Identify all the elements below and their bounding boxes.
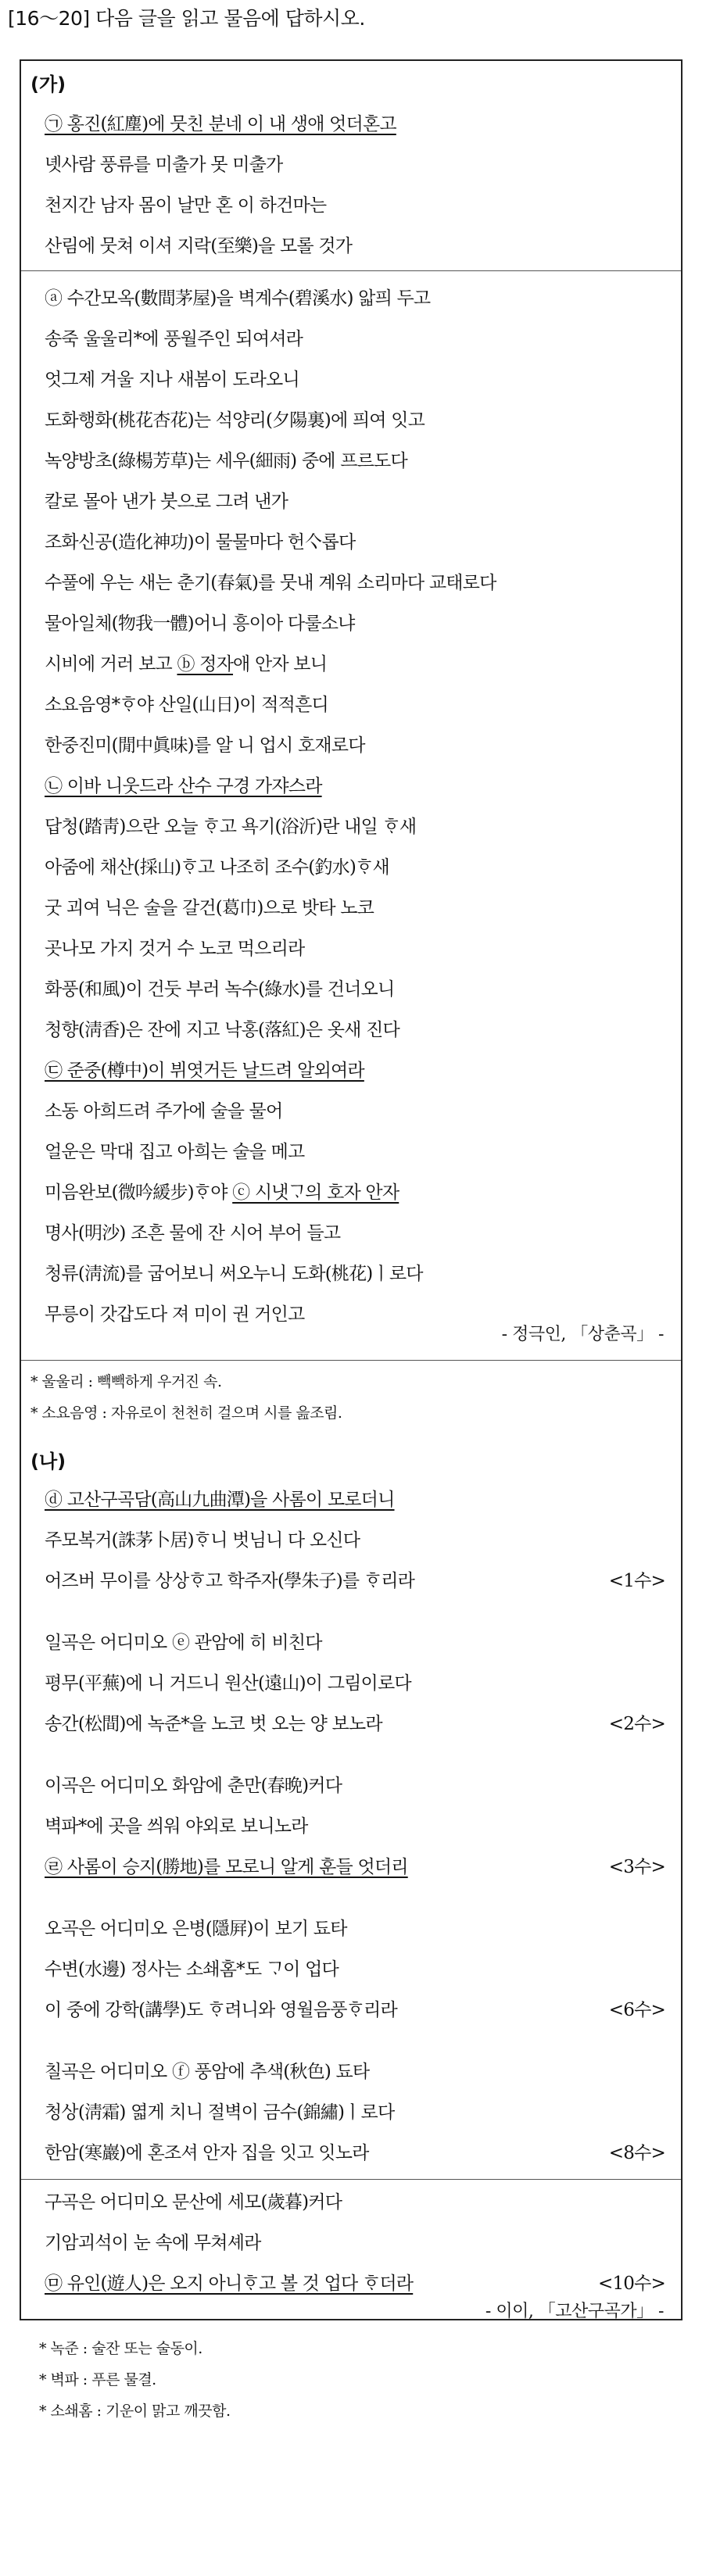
ga-stanza-2	[45, 278, 665, 1335]
poem-line	[45, 2133, 665, 2174]
poem-line: 산림에 뭇쳐 이셔 지락(至樂)을 모롤 것가	[45, 236, 353, 256]
poem-line: 답청(踏靑)으란 오늘 ᄒᆞ고 욕기(浴沂)란 내일 ᄒᆞ새	[45, 817, 417, 837]
poem-line	[45, 1847, 665, 1887]
poem-line: 한중진미(閒中眞味)를 알 니 업시 호재로다	[45, 735, 365, 756]
poem-line: 녹양방초(綠楊芳草)는 세우(細雨) 중에 프르도다	[45, 451, 407, 471]
stanza-number: <2수>	[608, 1714, 665, 1734]
passage-box	[20, 59, 683, 2320]
poem-line: 명사(明沙) 조흔 물에 잔 시어 부어 들고	[45, 1223, 341, 1243]
poem-line: 무릉이 갓갑도다 져 미이 권 거인고	[45, 1304, 305, 1325]
stanza-number: <6수>	[608, 2000, 665, 2020]
na-stanza-6	[45, 1909, 665, 2030]
poem-line: 평무(平蕪)에 니 거드니 원산(遠山)이 그림이로다	[45, 1673, 411, 1694]
poem-line	[45, 1561, 665, 1601]
stanza-number: <3수>	[608, 1857, 665, 1877]
poem-text: 시비에 거러 보고	[45, 654, 172, 674]
poem-line	[45, 644, 665, 685]
footnote: * 소요음영 : 자유로이 천천히 걸으며 시를 읊조림.	[30, 1404, 342, 1422]
stanza-number: <1수>	[608, 1571, 665, 1591]
na-stanza-8	[45, 2052, 665, 2174]
poem-line: 굿 괴여 닉은 술을 갈건(葛巾)으로 밧타 노코	[45, 898, 374, 918]
poem-line: ㉡ 이바 니웃드라 산수 구경 가쟈스라	[45, 776, 322, 796]
poem-line: 수변(水邊) 정사는 소쇄홈*도 ᄀᆞ이 업다	[45, 1959, 339, 1980]
poem-line: 일곡은 어디미오 ⓔ 관암에 히 비친다	[45, 1633, 322, 1653]
poem-line	[45, 1704, 665, 1744]
poem-text: 송간(松間)에 녹준*을 노코 벗 오는 양 보노라	[45, 1714, 382, 1734]
poem-line: 물아일체(物我一體)어니 흥이아 다룰소냐	[45, 614, 355, 634]
poem-line: 청상(淸霜) 엷게 치니 절벽이 금수(錦繡)ㅣ로다	[45, 2102, 395, 2123]
poem-line: 수풀에 우는 새는 춘기(春氣)를 뭇내 계워 소리마다 교태로다	[45, 573, 496, 593]
na-stanza-1	[45, 1479, 665, 1601]
na-stanza-2	[45, 1623, 665, 1744]
section-label-na: (나)	[30, 1451, 66, 1472]
divider	[21, 270, 681, 271]
poem-text: 미음완보(微吟緩步)ᄒᆞ야	[45, 1182, 228, 1203]
poem-line: 엇그제 겨울 지나 새봄이 도라오니	[45, 370, 299, 390]
poem-line: ㉠ 홍진(紅塵)에 뭇친 분네 이 내 생애 엇더혼고	[45, 114, 396, 134]
ga-stanza-1	[45, 104, 665, 267]
poem-text: ㉤ 유인(遊人)은 오지 아니ᄒᆞ고 볼 것 업다 ᄒᆞ더라	[45, 2274, 414, 2294]
poem-line: 이곡은 어디미오 화암에 춘만(春晩)커다	[45, 1776, 342, 1796]
poem-line: 구곡은 어디미오 문산에 세모(歲暮)커다	[45, 2192, 342, 2213]
poem-line: 송죽 울울리*에 풍월주인 되여셔라	[45, 329, 303, 349]
poem-line: 얼운은 막대 집고 아희는 술을 메고	[45, 1142, 305, 1162]
divider	[21, 2179, 681, 2180]
poem-text: 애 안자 보니	[233, 654, 328, 674]
footnotes-na	[39, 2333, 231, 2427]
poem-line: 녯사람 풍류를 미출가 못 미출가	[45, 155, 283, 175]
poem-line: ⓐ 수간모옥(數間茅屋)을 벽계수(碧溪水) 앏픠 두고	[45, 288, 431, 309]
poem-line	[45, 1990, 665, 2030]
poem-line: 기암괴석이 눈 속에 무쳐셰라	[45, 2233, 261, 2253]
poem-line: 청류(淸流)를 굽어보니 써오누니 도화(桃花)ㅣ로다	[45, 1264, 423, 1284]
poem-line: 아줌에 채산(採山)ᄒᆞ고 나조히 조수(釣水)ᄒᆞ새	[45, 857, 389, 878]
poem-line: 곳나모 가지 것거 수 노코 먹으리라	[45, 939, 305, 959]
source-citation-na: - 이이, 「고산구곡가」 -	[485, 2302, 664, 2321]
poem-line: ㉢ 준중(樽中)이 뷔엿거든 날드려 알외여라	[45, 1061, 364, 1081]
marker-c: ⓒ 시냇ᄀᆞ의 호자 안자	[232, 1182, 399, 1203]
poem-text: 어즈버 무이를 상상ᄒᆞ고 학주자(學朱子)를 ᄒᆞ리라	[45, 1571, 415, 1591]
poem-text: ㉣ 사롬이 승지(勝地)를 모로니 알게 훈들 엇더리	[45, 1857, 408, 1877]
poem-line: 화풍(和風)이 건둣 부러 녹수(綠水)를 건너오니	[45, 979, 395, 1000]
poem-line: 칠곡은 어디미오 ⓕ 풍암에 추색(秋色) 됴타	[45, 2062, 370, 2082]
section-label-ga: (가)	[30, 73, 66, 95]
footnote: * 녹준 : 술잔 또는 술동이.	[39, 2340, 202, 2357]
question-header: [16～20] 다음 글을 읽고 물음에 답하시오.	[8, 7, 365, 30]
footnotes-ga	[30, 1366, 342, 1429]
poem-line	[45, 1172, 665, 1213]
divider	[21, 1360, 681, 1361]
poem-line: 청향(淸香)은 잔에 지고 낙홍(落紅)은 옷새 진다	[45, 1020, 399, 1040]
poem-line: 조화신공(造化神功)이 물물마다 헌亽롭다	[45, 532, 356, 553]
poem-line: 칼로 몰아 낸가 붓으로 그려 낸가	[45, 492, 288, 512]
marker-b: ⓑ 정자	[177, 654, 234, 674]
poem-line: 오곡은 어디미오 은병(隱屛)이 보기 됴타	[45, 1919, 347, 1939]
footnote: * 소쇄홈 : 기운이 맑고 깨끗함.	[39, 2402, 231, 2420]
poem-line: 도화행화(桃花杏花)는 석양리(夕陽裏)에 픠여 잇고	[45, 410, 425, 431]
poem-line: 주모복거(誅茅卜居)ᄒᆞ니 벗님니 다 오신다	[45, 1530, 360, 1551]
footnote: * 벽파 : 푸른 물결.	[39, 2371, 156, 2388]
poem-line: 소요음영*ᄒᆞ야 산일(山日)이 적적흔디	[45, 695, 328, 715]
stanza-number: <10수>	[597, 2274, 665, 2294]
poem-text: 이 중에 강학(講學)도 ᄒᆞ려니와 영월음풍ᄒᆞ리라	[45, 2000, 397, 2020]
poem-line: 소동 아희드려 주가에 술을 물어	[45, 1101, 283, 1122]
na-stanza-10	[45, 2182, 665, 2304]
poem-text: 한암(寒巖)에 혼조셔 안자 집을 잇고 잇노라	[45, 2143, 369, 2163]
poem-line: 천지간 남자 몸이 날만 혼 이 하건마는	[45, 195, 327, 216]
poem-line: 벽파*에 곳을 씌워 야외로 보니노라	[45, 1816, 308, 1837]
stanza-number: <8수>	[608, 2143, 665, 2163]
source-citation-ga: - 정극인, 「상춘곡」 -	[501, 1325, 664, 1344]
poem-line: ⓓ 고산구곡담(高山九曲潭)을 사롬이 모로더니	[45, 1490, 395, 1510]
na-stanza-3	[45, 1766, 665, 1887]
footnote: * 울울리 : 빽빽하게 우거진 속.	[30, 1373, 222, 1390]
